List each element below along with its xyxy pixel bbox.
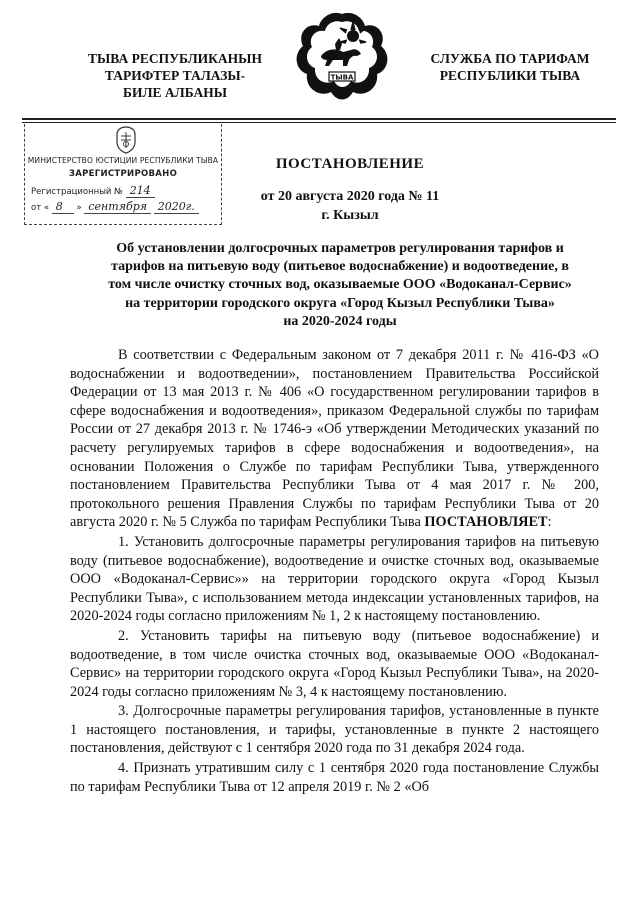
stamp-date-mid: » [76, 203, 82, 213]
document-subject [70, 240, 610, 331]
subject-line-3: том числе очистку сточных вод, оказываемые ООО «Водоканал-Сервис» [108, 277, 572, 293]
subject-line-2: тарифов на питьевую воду (питьевое водоснабжение) и водоотведение, в [111, 259, 569, 275]
body-item-3: 3. Долгосрочные параметры регулирования тарифов, установленные в пункте 1 настоящего постановления, и тарифы, установленные в пункте 2 настоящего постановления, действуют с 1 сентября 2020 года по 31 декабря 2024 года. [70, 703, 599, 757]
subject-line-5: на 2020-2024 годы [283, 313, 397, 329]
coat-of-arms-emblem [291, 8, 393, 106]
stamp-date-year: 2020г. [154, 200, 199, 214]
stamp-registration-number-line [31, 184, 155, 198]
header-left-line-2: ТАРИФТЕР ТАЛАЗЫ- [104, 68, 246, 83]
header-left-line-3: БИЛЕ АЛБАНЫ [123, 85, 227, 100]
stamp-emblem-icon [113, 126, 139, 154]
stamp-registered-label: ЗАРЕГИСТРИРОВАНО [68, 169, 178, 179]
subject-line-1: Об установлении долгосрочных параметров регулирования тарифов и [116, 241, 564, 256]
document-title: ПОСТАНОВЛЕНИЕ [275, 156, 425, 172]
emblem-label: ТЫВА [330, 73, 354, 82]
body-item-2: 2. Установить тарифы на питьевую воду (питьевое водоснабжение) и водоотведение, в том числе очистка сточных вод, оказываемые ООО «Водоканал-Сервис» на территории городского округа «Город Кызыл Республики Тыва», на 2020-2024 годы согласно приложениям № 3, 4 к настоящему постановлению. [70, 627, 599, 700]
stamp-date-day: 8 [52, 200, 74, 214]
header-right-org-name [405, 50, 615, 84]
decree-colon: : [547, 514, 552, 531]
document-city: г. Кызыл [321, 208, 379, 223]
stamp-ministry-name: МИНИСТЕРСТВО ЮСТИЦИИ РЕСПУБЛИКИ ТЫВА [27, 156, 219, 165]
header-left-line-1: ТЫВА РЕСПУБЛИКАНЫН [88, 51, 262, 66]
document-body [70, 346, 599, 796]
stamp-date-line [31, 200, 199, 214]
header-divider-thick [22, 118, 616, 120]
stamp-reg-number: 214 [126, 184, 155, 198]
body-item-4: 4. Признать утратившим силу с 1 сентября 2020 года постановление Службы по тарифам Республики Тыва от 12 апреля 2019 г. № 2 «Об [70, 760, 599, 795]
registration-stamp [24, 124, 222, 225]
decree-word: ПОСТАНОВЛЯЕТ [424, 514, 548, 531]
stamp-date-month: сентября [84, 200, 151, 214]
document-date-number: от 20 августа 2020 года № 11 [260, 189, 440, 204]
preamble-text: В соответствии с Федеральным законом от 7 декабря 2011 г. № 416-ФЗ «О водоснабжении и водоотведении», постановлением Правительства Российской Федерации от 13 мая 2013 г. № 406 «О государственном регулировании тарифов в сфере водоснабжения и водоотведения», приказом Федеральной службы по тарифам России от 27 декабря 2013 г. № 1746-э «Об утверждении Методических указаний по расчету регулируемых тарифов в сфере водоснабжения и водоотведения», на основании Положения о Службе по тарифам Республики Тыва, утвержденного постановлением Правительства Республики Тыва от 4 мая 2017 г. № 200, протокольного решения Правления Службы по тарифам Республики Тыва от 20 августа 2020 г. № 5 Служба по тарифам Республики Тыва [70, 347, 599, 531]
header-right-line-1: СЛУЖБА ПО ТАРИФАМ [430, 51, 590, 66]
subject-line-4: на территории городского округа «Город Кызыл Республики Тыва» [125, 295, 555, 311]
header-left-org-name [70, 50, 280, 101]
header-divider-thin [22, 122, 616, 123]
stamp-date-prefix: от « [31, 203, 50, 213]
body-item-1: 1. Установить долгосрочные параметры регулирования тарифов на питьевую воду (питьевое водоснабжение), водоотведение и очистке сточных вод, оказываемые ООО «Водоканал-Сервис»» на территории городского округа «Город Кызыл Республики Тыва», с использованием метода индексации установленных тарифов, на 2020-2024 годы согласно приложениям № 1, 2 к настоящему постановлению. [70, 533, 599, 625]
body-preamble [70, 346, 599, 532]
header-right-line-2: РЕСПУБЛИКИ ТЫВА [439, 68, 581, 83]
stamp-reg-label: Регистрационный № [31, 187, 123, 197]
